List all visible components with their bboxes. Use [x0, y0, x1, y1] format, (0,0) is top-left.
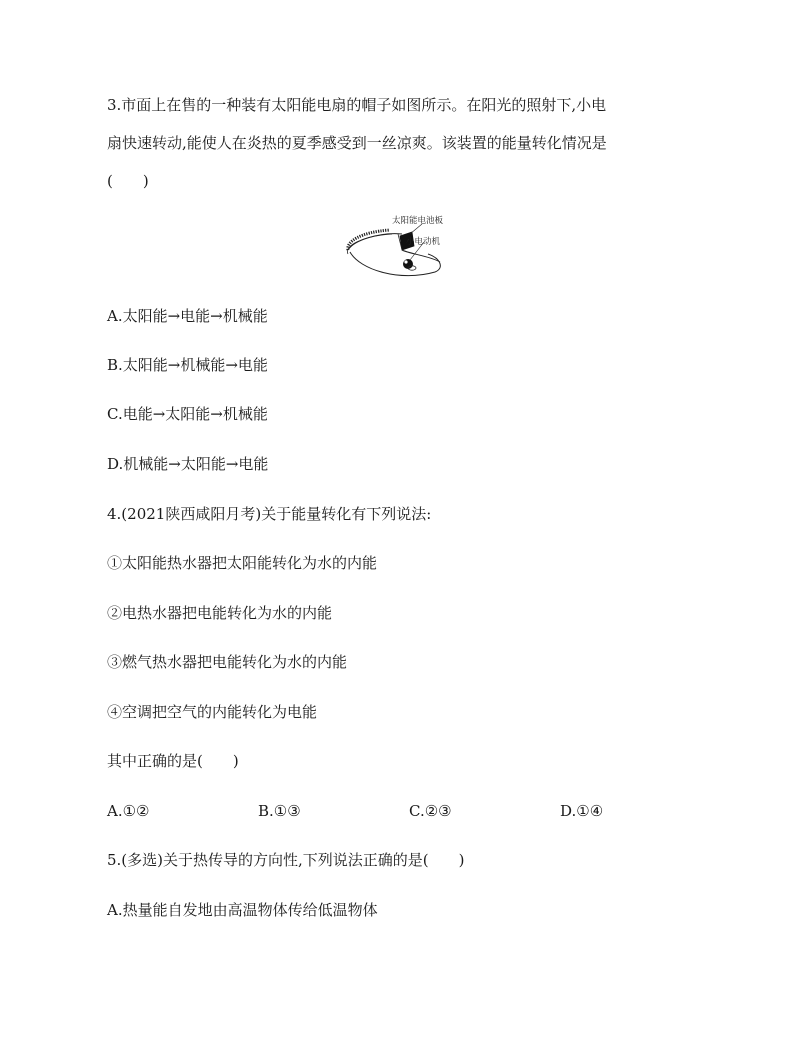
- q4-option-b: B.①③: [258, 802, 301, 820]
- q5-stem: 5.(多选)关于热传导的方向性,下列说法正确的是( ): [107, 851, 465, 869]
- q5-option-a: A.热量能自发地由高温物体传给低温物体: [107, 901, 378, 919]
- q3-option-a: A.太阳能→电能→机械能: [107, 307, 268, 325]
- q4-statement-4: ④空调把空气的内能转化为电能: [107, 703, 318, 721]
- q4-option-a: A.①②: [107, 802, 150, 820]
- q4-statement-1: ①太阳能热水器把太阳能转化为水的内能: [107, 554, 378, 572]
- label-small-motor: 小电动机: [406, 237, 441, 247]
- solar-fan-hat-figure: [340, 210, 460, 290]
- q4-statement-2: ②电热水器把电能转化为水的内能: [107, 604, 333, 622]
- q4-prompt: 其中正确的是( ): [107, 752, 239, 770]
- q3-answer-blank: ( ): [107, 172, 149, 190]
- q3-stem-line-2: 扇快速转动,能使人在炎热的夏季感受到一丝凉爽。该装置的能量转化情况是: [107, 134, 607, 152]
- q4-option-c: C.②③: [409, 802, 452, 820]
- solar-hat-illustration: [340, 210, 460, 290]
- label-solar-panel: 太阳能电池板: [392, 216, 444, 226]
- q4-stem: 4.(2021陕西咸阳月考)关于能量转化有下列说法:: [107, 505, 432, 523]
- q3-stem-line-1: 3.市面上在售的一种装有太阳能电扇的帽子如图所示。在阳光的照射下,小电: [107, 96, 607, 114]
- q3-option-b: B.太阳能→机械能→电能: [107, 356, 268, 374]
- q4-statement-3: ③燃气热水器把电能转化为水的内能: [107, 653, 348, 671]
- q3-option-c: C.电能→太阳能→机械能: [107, 405, 268, 423]
- q3-option-d: D.机械能→太阳能→电能: [107, 455, 269, 473]
- q4-option-d: D.①④: [560, 802, 604, 820]
